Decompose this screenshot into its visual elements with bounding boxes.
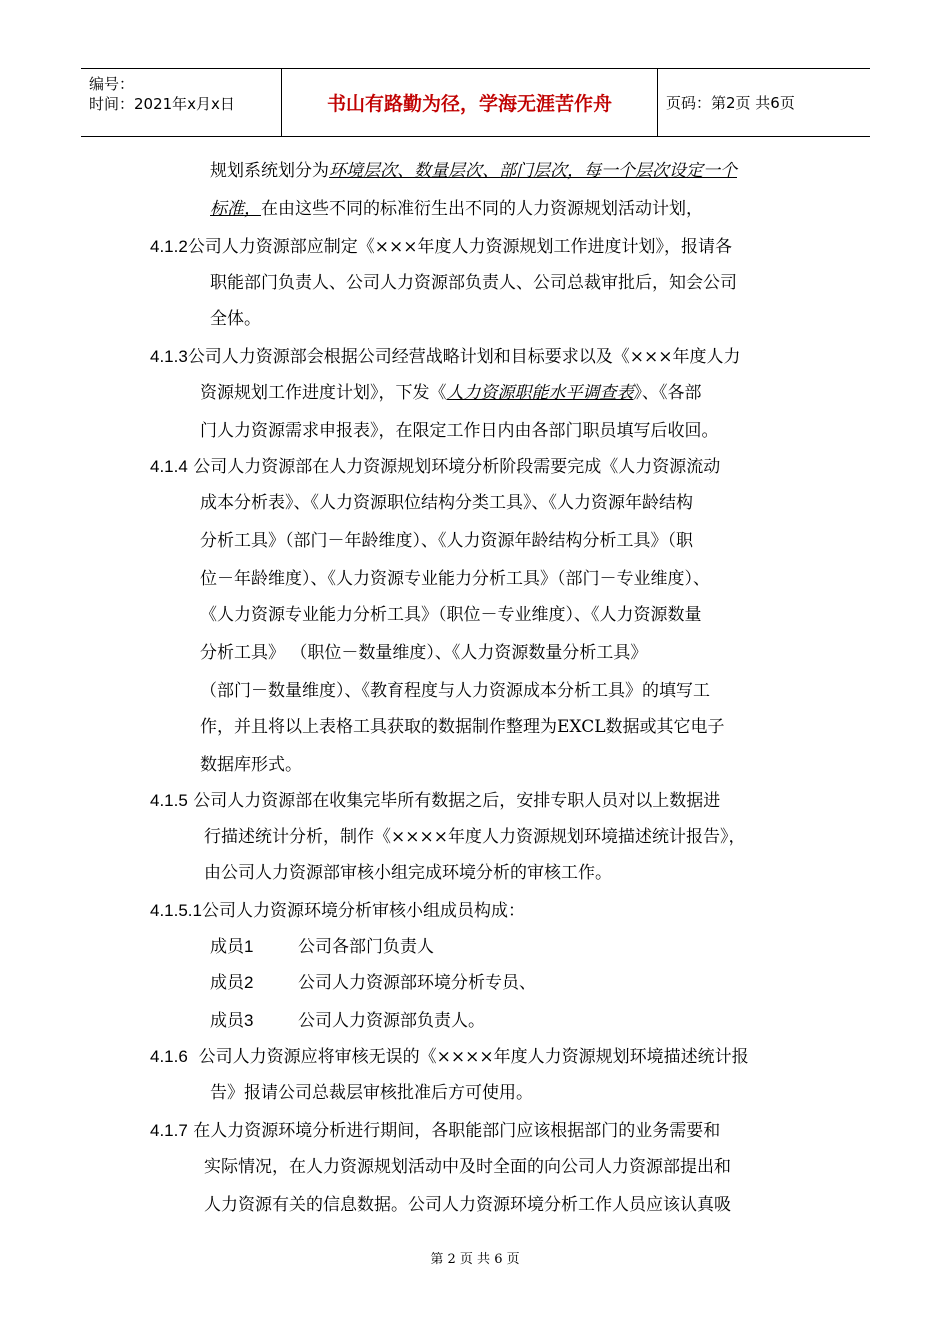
- paragraph-line: 职能部门负责人、公司人力资源部负责人、公司总裁审批后，知会公司: [210, 273, 737, 293]
- page-header: [81, 68, 870, 137]
- text: 资源规划工作进度计划》，下发《: [200, 383, 447, 403]
- section-4-1-4: [150, 456, 720, 478]
- paragraph-line: 位－年龄维度）、《人力资源专业能力分析工具》（部门－专业维度）、: [200, 569, 710, 589]
- paragraph-line: 全体。: [210, 309, 261, 329]
- member-label: 成员2: [210, 973, 254, 992]
- member-text: 公司各部门负责人: [298, 937, 434, 957]
- text: 公司人力资源环境分析审核小组成员构成：: [202, 901, 525, 921]
- text: 公司人力资源应将审核无误的《××××年度人力资源规划环境描述统计报: [198, 1047, 749, 1067]
- paragraph-line: 《人力资源专业能力分析工具》（职位－专业维度）、《人力资源数量: [200, 605, 702, 625]
- header-meta: [81, 69, 282, 136]
- paragraph-line: [210, 160, 737, 182]
- member-label: 成员1: [210, 937, 254, 956]
- paragraph-line: 人力资源有关的信息数据。公司人力资源环境分析工作人员应该认真吸: [204, 1195, 731, 1215]
- paragraph-line: 实际情况，在人力资源规划活动中及时全面的向公司人力资源部提出和: [204, 1157, 731, 1177]
- section-number: 4.1.4: [150, 457, 188, 476]
- text: 在人力资源环境分析进行期间，各职能部门应该根据部门的业务需要和: [193, 1121, 721, 1141]
- paragraph-line: [200, 382, 702, 404]
- paragraph-line: （部门－数量维度）、《教育程度与人力资源成本分析工具》的填写工: [200, 681, 710, 701]
- section-4-1-7: [150, 1120, 720, 1142]
- paragraph-line: 分析工具》 （职位－数量维度）、《人力资源数量分析工具》: [200, 643, 648, 663]
- section-number: 4.1.6: [150, 1047, 188, 1066]
- section-4-1-3: [150, 346, 741, 368]
- section-4-1-2: [150, 236, 732, 258]
- paragraph-line: [210, 198, 703, 220]
- header-code: 编号：: [89, 75, 135, 93]
- section-number: 4.1.7: [150, 1121, 188, 1140]
- header-date: 时间：2021年x月x日: [89, 95, 235, 113]
- page-footer: 第 2 页 共 6 页: [430, 1252, 520, 1267]
- emphasis-text: 人力资源职能水平调查表: [446, 383, 634, 403]
- member-row: [210, 936, 253, 958]
- member-text: 公司人力资源部负责人。: [298, 1011, 485, 1031]
- member-row: [210, 1010, 253, 1032]
- paragraph-line: 分析工具》（部门－年龄维度）、《人力资源年龄结构分析工具》（职: [200, 531, 693, 551]
- text: 在由这些不同的标准衍生出不同的人力资源规划活动计划，: [261, 199, 703, 219]
- paragraph-line: 门人力资源需求申报表》，在限定工作日内由各部门职员填写后收回。: [200, 421, 719, 441]
- section-4-1-6: [150, 1046, 749, 1068]
- paragraph-line: 数据库形式。: [200, 755, 302, 775]
- emphasis-text: 环境层次、数量层次、部门层次，每一个层次设定一个: [329, 161, 737, 181]
- member-text: 公司人力资源部环境分析专员、: [298, 973, 536, 993]
- paragraph-line: 由公司人力资源部审核小组完成环境分析的审核工作。: [204, 863, 612, 883]
- text: 》、《各部: [633, 383, 702, 403]
- text: 公司人力资源部会根据公司经营战略计划和目标要求以及《×××年度人力: [187, 347, 741, 367]
- header-page-number: 页码：第2页 共6页: [666, 94, 795, 112]
- emphasis-text: 标准，: [210, 199, 261, 219]
- text: 公司人力资源部在人力资源规划环境分析阶段需要完成《人力资源流动: [193, 457, 721, 477]
- section-number: 4.1.5.1: [150, 901, 202, 920]
- paragraph-line: 告》报请公司总裁层审核批准后方可使用。: [210, 1083, 533, 1103]
- header-motto: 书山有路勤为径，学海无涯苦作舟: [282, 69, 658, 136]
- text: 公司人力资源部在收集完毕所有数据之后，安排专职人员对以上数据进: [193, 791, 721, 811]
- paragraph-line: 行描述统计分析，制作《××××年度人力资源规划环境描述统计报告》，: [204, 827, 746, 847]
- paragraph-line: 成本分析表》、《人力资源职位结构分类工具》、《人力资源年龄结构: [200, 493, 693, 513]
- section-4-1-5-1: [150, 900, 525, 922]
- section-4-1-5: [150, 790, 720, 812]
- text: 规划系统划分为: [210, 161, 329, 181]
- paragraph-line: 作，并且将以上表格工具获取的数据制作整理为EXCL数据或其它电子: [200, 717, 725, 737]
- text: 公司人力资源部应制定《×××年度人力资源规划工作进度计划》，报请各: [187, 237, 733, 257]
- section-number: 4.1.5: [150, 791, 188, 810]
- member-row: [210, 972, 253, 994]
- member-label: 成员3: [210, 1011, 254, 1030]
- section-number: 4.1.2: [150, 237, 188, 256]
- section-number: 4.1.3: [150, 347, 188, 366]
